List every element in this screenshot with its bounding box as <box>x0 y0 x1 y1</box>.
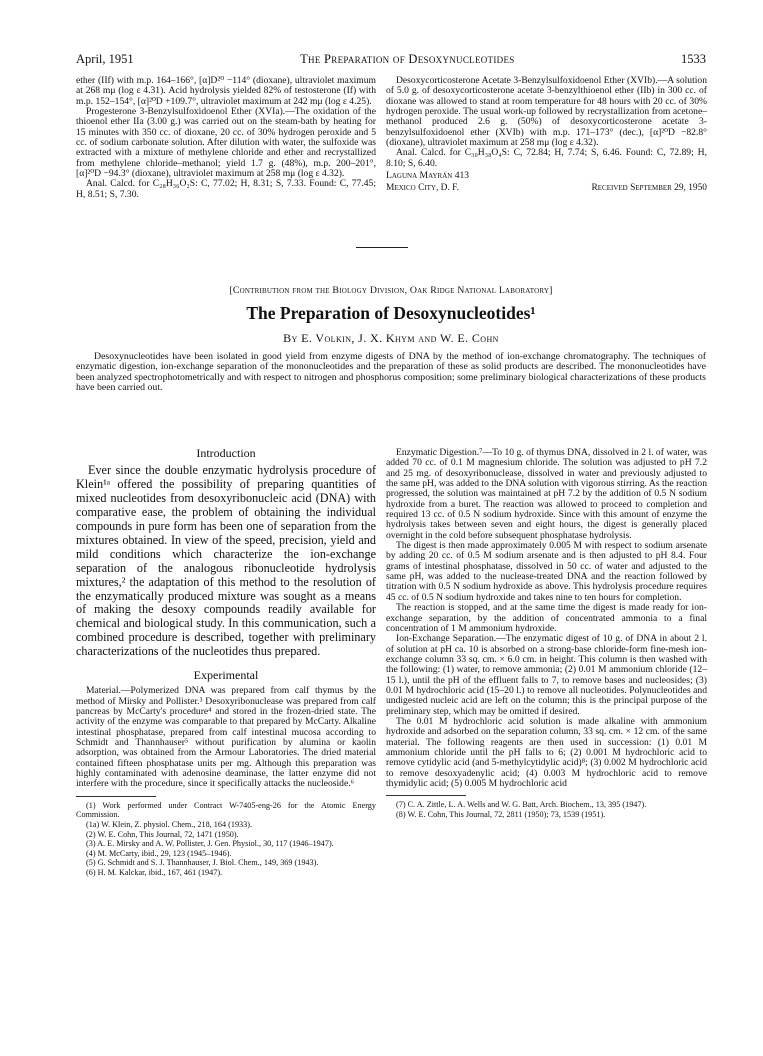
running-head-title: The Preparation of Desoxynucleotides <box>300 52 515 66</box>
paragraph: The 0.01 M hydrochloric acid solution is made alkaline with ammonium hydroxide and adsorbed on the separation column, 33 sq. cm. × 12 cm. of the same material. The following reagents are then used in succession: (1) 0.01 M ammonium chloride until the pH falls to 6; (2) 0.001 M hydrochloric acid to remove cytidylic acid (and 5-methylcytidylic acid)⁸; (3) 0.002 M hydrochloric acid to remove desoxyadenylic acid; (4) 0.003 M hydrochloric acid to remove thymidylic acid; (5) 0.005 M hydrochloric acid <box>386 715 707 789</box>
signature-line-1 <box>386 171 707 181</box>
previous-article-left-column <box>76 76 376 200</box>
signature-line-2 <box>386 183 707 193</box>
paragraph: Anal. Calcd. for C₃₀H₃₈O₄S: C, 72.84; H, 7.74; S, 6.46. Found: C, 72.89; H, 8.10; S, 6.40. <box>386 147 707 169</box>
footnote: (5) G. Schmidt and S. J. Thannhauser, J. Biol. Chem., 149, 369 (1943). <box>86 858 319 868</box>
paragraph: Progesterone 3-Benzylsulfoxidoenol Ether (XVIa).—The oxidation of the thioenol ether IIa (3.00 g.) was carried out on the steam-bath by heating for 15 minutes with 350 cc. of dioxane, 20 cc. of 30% hydrogen peroxide and 5 cc. of sodium carbonate solution. After dilution with water, the sulfoxide was extracted with a mixture of methylene chloride and ether and recrystallized from methylene chloride–methanol; yield 1.7 g. (48%), m.p. 200–201°, [α]²⁰D −94.3° (dioxane), ultraviolet maximum at 258 mμ (log ε 4.32). <box>76 106 376 180</box>
article-left-column <box>76 448 376 878</box>
article-title: The Preparation of Desoxynucleotides¹ <box>246 303 536 323</box>
received-date: Received September 29, 1950 <box>591 183 707 194</box>
footnote: (1a) W. Klein, Z. physiol. Chem., 218, 164 (1933). <box>86 820 253 829</box>
signature-place: Laguna Mayrán 413 <box>386 170 470 182</box>
paragraph: ether (IIf) with m.p. 164–166°, [α]D²⁰ −114° (dioxane), ultraviolet maximum at 268 mμ (log ε 4.31). Acid hydrolysis yielded 82% of testosterone (If) with m.p. 152–154°, [α]²⁰D +109.7°, ultraviolet maximum at 242 mμ (log ε 4.25). <box>76 75 376 107</box>
article-right-column <box>386 448 707 820</box>
material-paragraph: Material.—Polymerized DNA was prepared from calf thymus by the method of Mirsky and Pollister.³ Desoxyribonuclease was prepared from calf pancreas by McCarty's procedure⁴ and stored in the frozen-dried state. The activity of the enzyme was comparable to that prepared by McCarty. Alkaline intestinal phosphatase, prepared from calf intestinal mucosa according to Schmidt and Thannhauser⁵ without purification by alumina or kaolin adsorption, was obtained from the Armour Laboratories. The dried material contained fifteen phosphatase units per mg. Although this preparation was highly contaminated with adenosine deaminase, the latter enzyme did not interfere with the procedure, since it specifically attacks the nucleoside.⁶ <box>76 685 376 790</box>
section-divider <box>356 247 408 248</box>
paragraph: The reaction is stopped, and at the same time the digest is made ready for ion-exchange separation, by the addition of concentrated ammonia to a final concentration of 1 M ammonium hydroxide. <box>386 602 707 634</box>
footnote: (3) A. E. Mirsky and A. W. Pollister, J. Gen. Physiol., 30, 117 (1946–1947). <box>86 839 334 849</box>
paragraph: Ion-Exchange Separation.—The enzymatic digest of 10 g. of DNA in about 2 l. of solution at pH ca. 10 is absorbed on a strong-base chloride-form fine-mesh ion-exchange column 33 sq. cm. × 6.0 cm. in height. This column is then washed with the following: (1) water, to remove ammonia; (2) 0.01 M ammonium chloride (12–15 l.), until the pH of the effluent falls to 7, to remove bases and nucleosides; (3) 0.01 M hydrochloric acid (15–20 l.) to remove all nucleotides. Polynucleotides and undigested nucleic acid are left on the column; this is the principal purpose of the preliminary step, which may be omitted if desired. <box>386 633 707 717</box>
running-head-page: 1533 <box>680 52 706 66</box>
paragraph: Anal. Calcd. for C₂₈H₃₆O₂S: C, 77.02; H, 8.31; S, 7.33. Found: C, 77.45; H, 8.51; S, 7.30. <box>76 178 376 200</box>
previous-article-right-column <box>386 76 707 194</box>
paragraph: Desoxycorticosterone Acetate 3-Benzylsulfoxidoenol Ether (XVIb).—A solution of 5.0 g. of desoxycorticosterone acetate 3-benzylthioenol ether (IIb) in 300 cc. of dioxane was allowed to stand at room temperature for 48 hours with 20 cc. of 30% hydrogen peroxide. The usual work-up followed by recrystallization from acetone–methanol produced 2.6 g. (50%) of desoxycorticosterone acetate 3-benzylsulfoxidoenol ether (XVIb) with m.p. 171–173° (dec.), [α]²⁰D −82.8° (dioxane), ultraviolet maximum at 258 mμ (log ε 4.32). <box>386 75 707 149</box>
footnote: (8) W. E. Cohn, This Journal, 72, 2811 (1950); 73, 1539 (1951). <box>396 809 606 819</box>
paragraph: Enzymatic Digestion.⁷—To 10 g. of thymus DNA, dissolved in 2 l. of water, was added 70 cc. of 0.1 M magnesium chloride. The solution was adjusted to pH 7.2 and 25 mg. of desoxyribonuclease, dissolved in water and previously adjusted to the same pH, was added to the DNA solution with vigorous stirring. As the reaction progressed, the solution was maintained at pH 7.2 by the addition of 0.5 N sodium hydroxide from a buret. The reaction was allowed to proceed to completion and required 13 cc. of 0.5 N sodium hydroxide. Since with this amount of enzyme the hydrolysis takes between seven and eight hours, the digest is generally placed overnight in the cold before subsequent phosphatase hydrolysis. <box>386 447 707 541</box>
paragraph: The digest is then made approximately 0.005 M with respect to sodium arsenate by adding 20 cc. of 0.5 M sodium arsenate and is then adjusted to pH 8.4. Four grams of intestinal phosphatase, dissolved in 50 cc. of water and adjusted to the same pH, was added to the nuclease-treated DNA and the reaction followed by titration with 0.5 N sodium hydroxide as above. This hydrolysis procedure requires 45 cc. of 0.5 N sodium hydroxide and takes nine to ten hours for completion. <box>386 540 707 603</box>
introduction-text: Ever since the double enzymatic hydrolysis procedure of Klein¹ᵃ offered the possibility of preparing quantities of mixed nucleotides from desoxyribonucleic acid (DNA) with comparative ease, the problem of obtaining the individual compounds in pure form has been one of separation from the mixtures obtained. In view of the speed, precision, yield and mild conditions which characterize the ion-exchange separation of the analogous ribonucleotide hydrolysis mixtures,² the adaptation of this method to the resolution of the enzymatically produced mixture was sought as a means of making the desoxy compounds readily available for chemical and biological study. In this communication, such a combined procedure is described, together with preliminary characterizations of the nucleotides thus prepared. <box>76 463 376 659</box>
footnote: (6) H. M. Kalckar, ibid., 167, 461 (1947). <box>86 867 223 877</box>
footnote: (1) Work performed under Contract W-7405-eng-26 for the Atomic Energy Commission. <box>76 800 376 820</box>
article-authors: By E. Volkin, J. X. Khym and W. E. Cohn <box>283 331 499 345</box>
signature-city: Mexico City, D. F. <box>386 183 459 194</box>
running-head-date: April, 1951 <box>76 52 134 66</box>
footnote-rule <box>386 795 466 796</box>
footnote: (7) C. A. Zittle, L. A. Wells and W. G. Batt, Arch. Biochem., 13, 395 (1947). <box>396 800 647 810</box>
introduction-heading: Introduction <box>196 446 256 460</box>
footnote: (4) M. McCarty, ibid., 29, 123 (1945–1946). <box>86 848 232 858</box>
article-abstract: Desoxynucleotides have been isolated in good yield from enzyme digests of DNA by the method of ion-exchange chromatography. The techniques of enzymatic digestion, ion-exchange separation of the mononucleotides and the preparation of these as solid products are described. The mononucleotides have been analyzed spectrophotometrically and with respect to nitrogen and phosphorus composition; some preliminary biological characterizations of these products have been carried out. <box>76 351 706 394</box>
contribution-line: [Contribution from the Biology Division, Oak Ridge National Laboratory] <box>229 285 553 296</box>
running-head <box>76 52 706 68</box>
footnote: (2) W. E. Cohn, This Journal, 72, 1471 (1950). <box>86 829 239 839</box>
experimental-heading: Experimental <box>193 668 259 683</box>
footnote-rule <box>76 796 156 797</box>
